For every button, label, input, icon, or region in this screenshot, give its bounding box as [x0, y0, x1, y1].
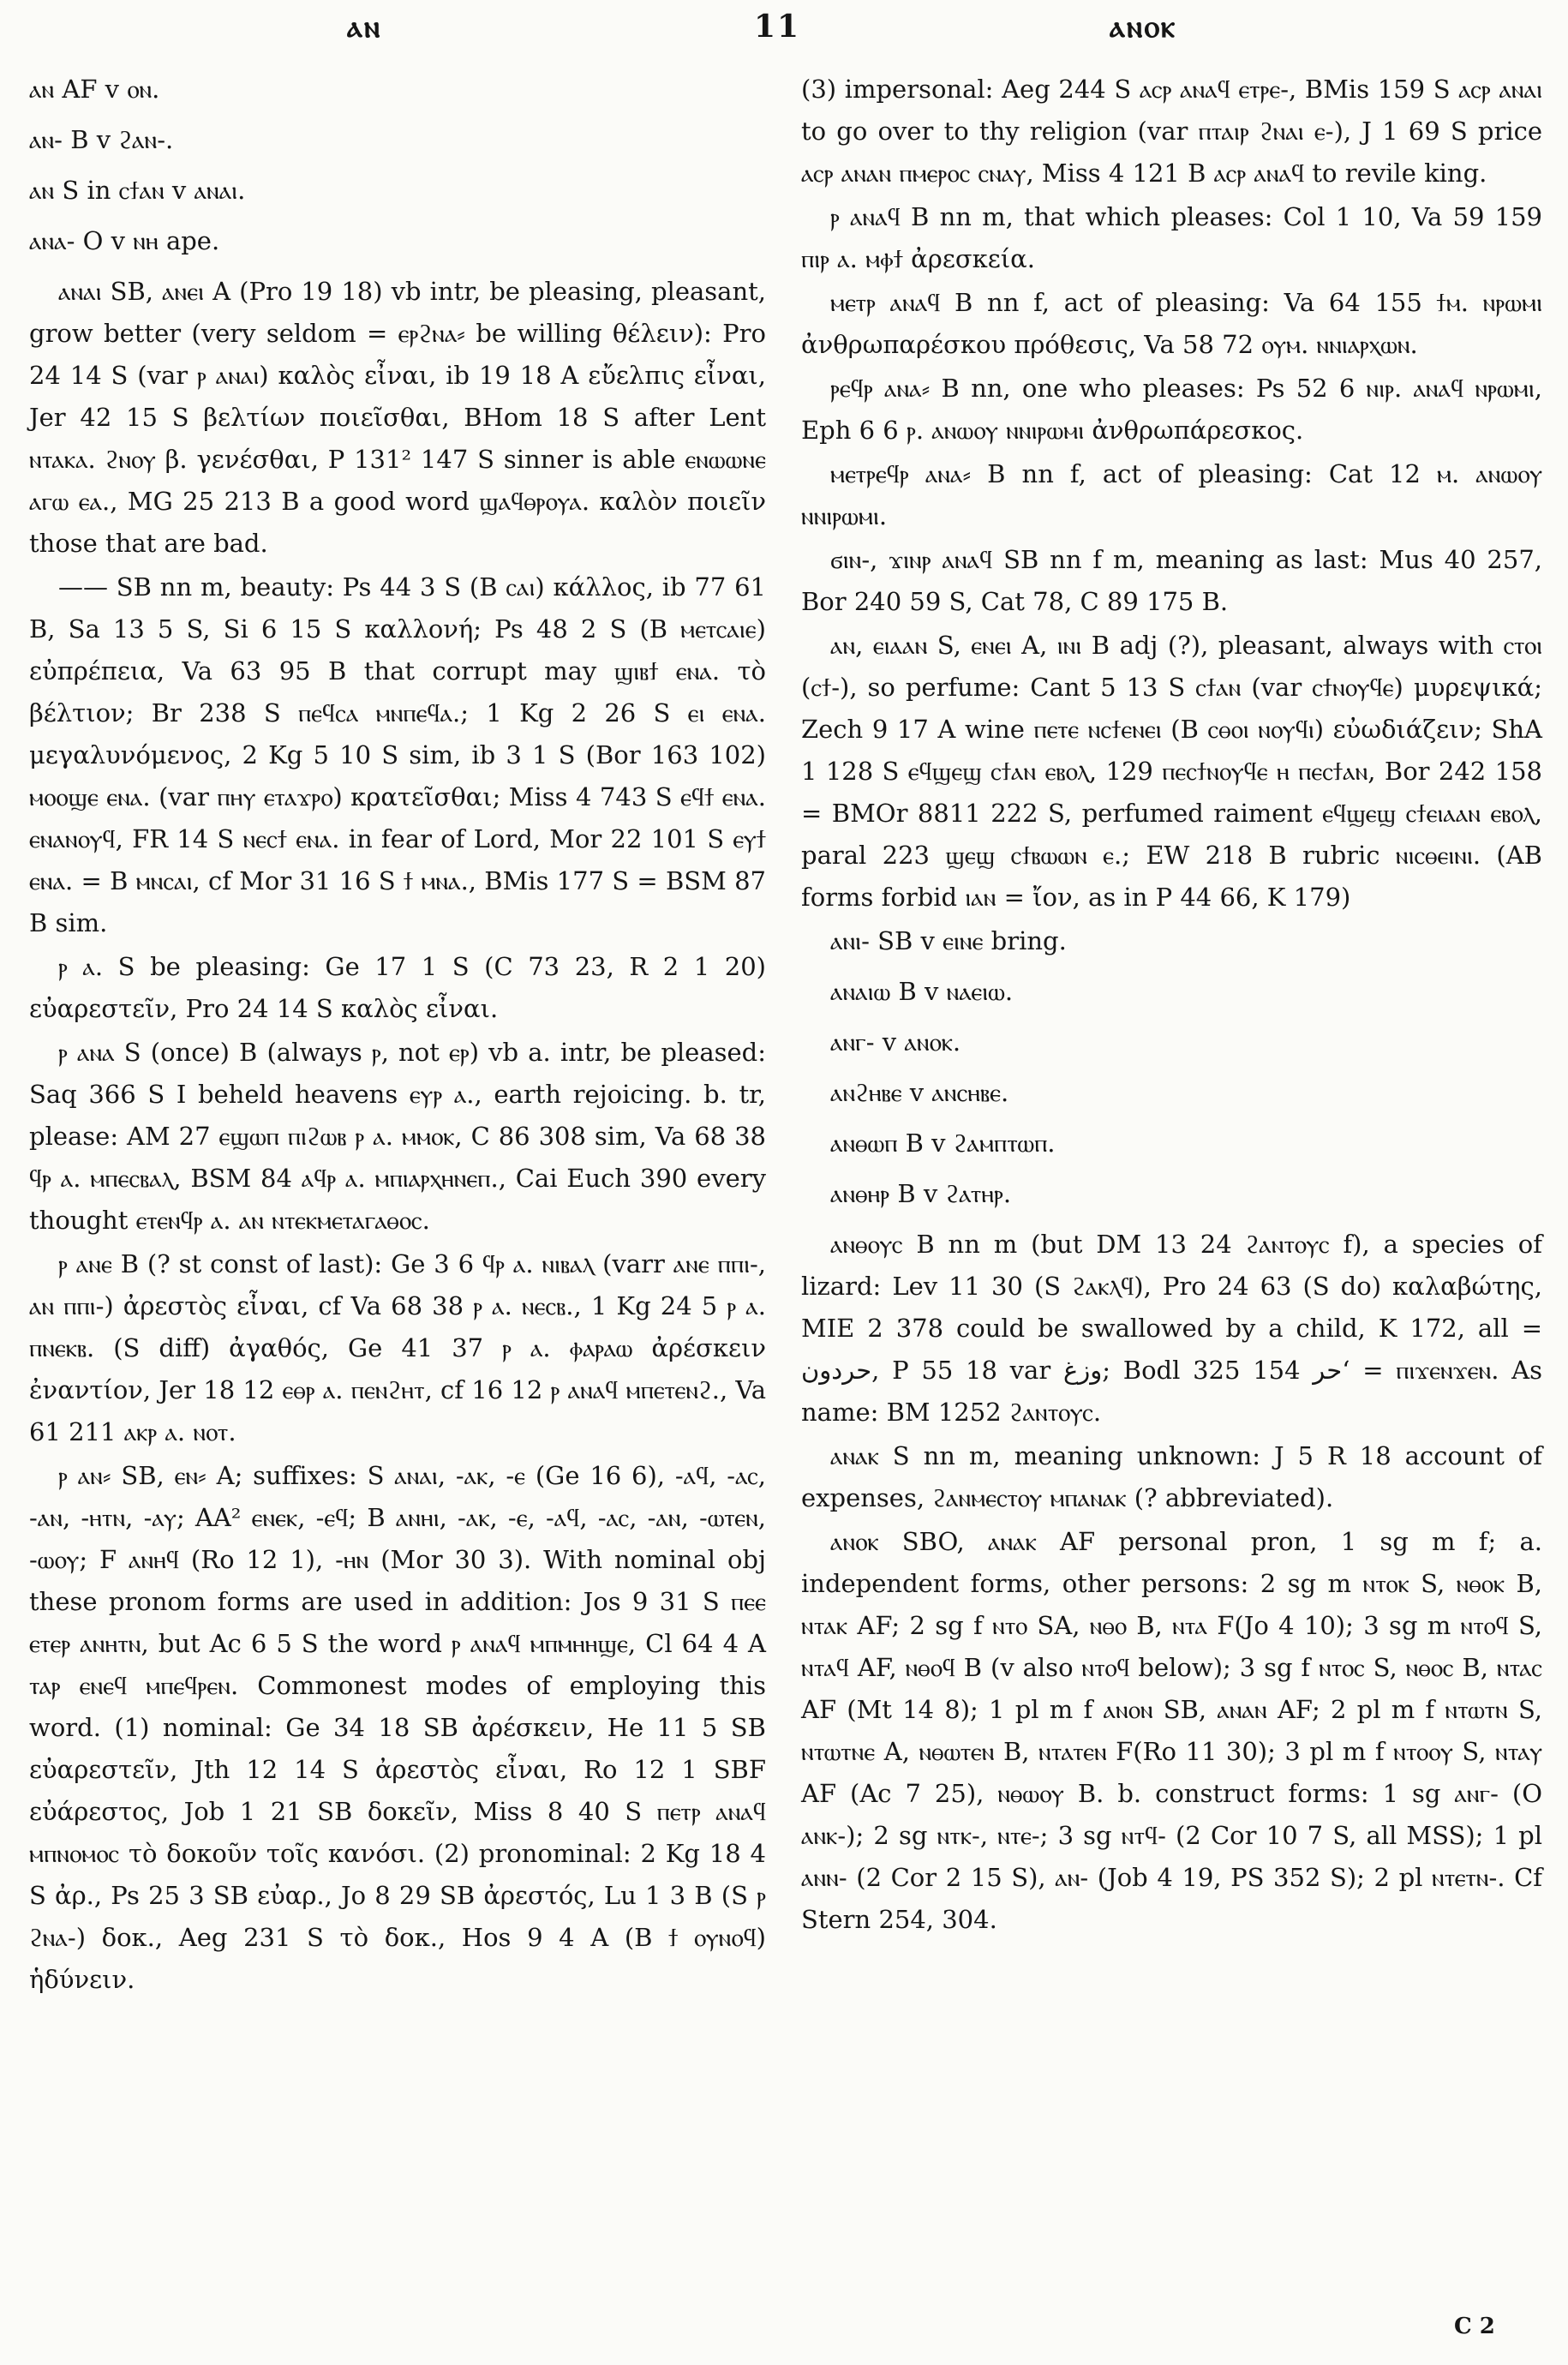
entry-cross-ref: ⲁⲛϩⲏⲃⲉ v ⲁⲛⲥⲏⲃⲉ. — [830, 1078, 1009, 1107]
entry-metr-anaf: ⲙⲉⲧⲣ ⲁⲛⲁϥ B nn f, act of pleasing: Va 64 155 ϯⲙ. ⲛⲣⲱⲙⲓ ἀνθρωπαρέσκου πρόθεσις, Va 58 72 ⲟⲩⲙ. ⲛⲛⲓⲁⲣⲭⲱⲛ. — [801, 288, 1542, 359]
entry-cross-ref: ⲁⲛⲁ- O v ⲛⲏ ape. — [29, 226, 220, 255]
entry-cross-ref: ⲁⲛⲑⲏⲣ B v ϩⲁⲧⲏⲣ. — [830, 1179, 1012, 1208]
entry-r-a: ⲣ ⲁ. S be pleasing: Ge 17 1 S (C 73 23, R 2 1 20) εὐαρεστεῖν, Pro 24 14 S καλὸς εἶναι. — [29, 952, 766, 1023]
entry-cross-ref: ⲁⲛ- B v ϩⲁⲛ-. — [29, 125, 174, 154]
page-number: 11 — [754, 9, 801, 45]
entry-cross-ref: ⲁⲛⲁⲓⲱ B v ⲛⲁⲉⲓⲱ. — [830, 977, 1014, 1006]
entry-ref-r-ana: ⲣⲉϥⲣ ⲁⲛⲁ⸗ B nn, one who pleases: Ps 52 6 ⲛⲓⲣ. ⲁⲛⲁϥ ⲛⲣⲱⲙⲓ, Eph 6 6 ⲣ. ⲁⲛⲱⲟⲩ ⲛⲛⲓⲣⲱⲙⲓ ἀνθρωπάρεσκος. — [801, 374, 1542, 445]
entry-anak: ⲁⲛⲁⲕ S nn m, meaning unknown: J 5 R 18 account of expenses, ϩⲁⲛⲙⲉⲥⲧⲟⲩ ⲙⲡⲁⲛⲁⲕ (? abbreviated). — [801, 1441, 1542, 1512]
entry-anai-noun: —— SB nn m, beauty: Ps 44 3 S (B ⲥⲁⲓ) κάλλος, ib 77 61 B, Sa 13 5 S, Si 6 15 S καλλονή; Ps 48 2 S (B ⲙⲉⲧⲥⲁⲓⲉ) εὐπρέπεια, Va 63 95 B that corrupt may ϣⲓⲃϯ ⲉⲛⲁ. τὸ βέλτιον; Br 238 S ⲡⲉϥⲥⲁ ⲙⲛⲡⲉϥⲁ.; 1 Kg 2 26 S ⲉⲓ ⲉⲛⲁ. μεγαλυνόμενος, 2 Kg 5 10 S sim, ib 3 1 S (Bor 163 102) ⲙⲟⲟϣⲉ ⲉⲛⲁ. (var ⲡⲏⲩ ⲉⲧⲁϫⲣⲟ) κρατεῖσθαι; Miss 4 743 S ⲉϥϯ ⲉⲛⲁ. ⲉⲛⲁⲛⲟⲩϥ, FR 14 S ⲛⲉⲥϯ ⲉⲛⲁ. in fear of Lord, Mor 22 101 S ⲉⲩϯ ⲉⲛⲁ. = B ⲙⲛⲥⲁⲓ, cf Mor 31 16 S ϯ ⲙⲛⲁ., BMis 177 S = BSM 87 B sim. — [29, 572, 766, 937]
entry-r-ana: ⲣ ⲁⲛⲁ S (once) B (always ⲣ, not ⲉⲣ) vb a. intr, be pleased: Saq 366 S I beheld heavens ⲉⲩⲣ ⲁ., earth rejoicing. b. tr, please: AM 27 ⲉϣⲱⲡ ⲡⲓϩⲱⲃ ⲣ ⲁ. ⲙⲙⲟⲕ, C 86 308 sim, Va 68 38 ϥⲣ ⲁ. ⲙⲡⲉⲥⲃⲁⲗ, BSM 84 ⲁϥⲣ ⲁ. ⲙⲡⲓⲁⲣⲭⲏⲛⲉⲡ., Cai Euch 390 every thought ⲉⲧⲉⲛϥⲣ ⲁ. ⲁⲛ ⲛⲧⲉⲕⲙⲉⲧⲁⲅⲁⲑⲟⲥ. — [29, 1038, 766, 1235]
entry-an-adj: ⲁⲛ, ⲉⲓⲁⲁⲛ S, ⲉⲛⲉⲓ A, ⲓⲛⲓ B adj (?), pleasant, always with ⲥⲧⲟⲓ (ⲥϯ-), so perfume: Cant 5 13 S ⲥϯⲁⲛ (var ⲥϯⲛⲟⲩϥⲉ) μυρεψικά; Zech 9 17 A wine ⲡⲉⲧⲉ ⲛⲥϯⲉⲛⲉⲓ (B ⲥⲑⲟⲓ ⲛⲟⲩϥⲓ) εὐωδιάζειν; ShA 1 128 S ⲉϥϣⲉϣ ⲥϯⲁⲛ ⲉⲃⲟⲗ, 129 ⲡⲉⲥϯⲛⲟⲩϥⲉ ⲏ ⲡⲉⲥϯⲁⲛ, Bor 242 158 = BMOr 8811 222 S, perfumed raiment ⲉϥϣⲉϣ ⲥϯⲉⲓⲁⲁⲛ ⲉⲃⲟⲗ, paral 223 ϣⲉϣ ⲥϯⲃⲱⲱⲛ ⲉ.; EW 218 B rubric ⲛⲓⲥⲑⲉⲓⲛⲓ. (AB forms forbid ⲓⲁⲛ = ἴον, as in P 44 66, K 179) — [801, 631, 1542, 912]
running-head-right: ⲁⲛⲟⲕ — [1110, 9, 1177, 45]
entry-r-ane: ⲣ ⲁⲛⲉ B (? st const of last): Ge 3 6 ϥⲣ ⲁ. ⲛⲓⲃⲁⲗ (varr ⲁⲛⲉ ⲡⲡⲓ-, ⲁⲛ ⲡⲡⲓ-) ἀρεστὸς εἶναι, cf Va 68 38 ⲣ ⲁ. ⲛⲉⲥⲃ., 1 Kg 24 5 ⲣ ⲁ. ⲡⲛⲉⲕⲃ. (S diff) ἀγαθός, Ge 41 37 ⲣ ⲁ. ⲫⲁⲣⲁⲱ ἀρέσκειν ἐναντίον, Jer 18 12 ⲉⲑⲣ ⲁ. ⲡⲉⲛϩⲏⲧ, cf 16 12 ⲣ ⲁⲛⲁϥ ⲙⲡⲉⲧⲉⲛϩ., Va 61 211 ⲁⲕⲣ ⲁ. ⲛⲟⲧ. — [29, 1249, 766, 1446]
entry-cross-ref: ⲁⲛ AF v ⲟⲛ. — [29, 75, 160, 104]
entry-anok: ⲁⲛⲟⲕ SBO, ⲁⲛⲁⲕ AF personal pron, 1 sg m f; a. independent forms, other persons: 2 sg m ⲛⲧⲟⲕ S, ⲛⲑⲟⲕ B, ⲛⲧⲁⲕ AF; 2 sg f ⲛⲧⲟ SA, ⲛⲑⲟ B, ⲛⲧⲁ F(Jo 4 10); 3 sg m ⲛⲧⲟϥ S, ⲛⲧⲁϥ AF, ⲛⲑⲟϥ B (v also ⲛⲧⲟϥ below); 3 sg f ⲛⲧⲟⲥ S, ⲛⲑⲟⲥ B, ⲛⲧⲁⲥ AF (Mt 14 8); 1 pl m f ⲁⲛⲟⲛ SB, ⲁⲛⲁⲛ AF; 2 pl m f ⲛⲧⲱⲧⲛ S, ⲛⲧⲱⲧⲛⲉ A, ⲛⲑⲱⲧⲉⲛ B, ⲛⲧⲁⲧⲉⲛ F(Ro 11 30); 3 pl m f ⲛⲧⲟⲟⲩ S, ⲛⲧⲁⲩ AF (Ac 7 25), ⲛⲑⲱⲟⲩ B. b. construct forms: 1 sg ⲁⲛⲅ- (O ⲁⲛⲕ-); 2 sg ⲛⲧⲕ-, ⲛⲧⲉ-; 3 sg ⲛⲧϥ- (2 Cor 10 7 S, all MSS); 1 pl ⲁⲛⲛ- (2 Cor 2 15 S), ⲁⲛ- (Job 4 19, PS 352 S); 2 pl ⲛⲧⲉⲧⲛ-. Cf Stern 254, 304. — [801, 1527, 1542, 1934]
entry-anai: ⲁⲛⲁⲓ SB, ⲁⲛⲉⲓ A (Pro 19 18) vb intr, be pleasing, pleasant, grow better (very seldom = ⲉⲣϩⲛⲁ⸗ be willing θέλειν): Pro 24 14 S (var ⲣ ⲁⲛⲁⲓ) καλὸς εἶναι, ib 19 18 A εὔελπις εἶναι, Jer 42 15 S βελτίων ποιεῖσθαι, BHom 18 S after Lent ⲛⲧⲁⲕⲁ. ϩⲛⲟⲩ β. γενέσθαι, P 131² 147 S sinner is able ⲉⲛⲱⲱⲛⲉ ⲁⲅⲱ ⲉⲁ., MG 25 213 B a good word ϣⲁϥⲑⲣⲟⲩⲁ. καλὸν ποιεῖν those that are bad. — [29, 277, 766, 558]
entry-metref-r-ana: ⲙⲉⲧⲣⲉϥⲣ ⲁⲛⲁ⸗ B nn f, act of pleasing: Cat 12 ⲙ. ⲁⲛⲱⲟⲩ ⲛⲛⲓⲣⲱⲙⲓ. — [801, 459, 1542, 530]
entry-impersonal: (3) impersonal: Aeg 244 S ⲁⲥⲣ ⲁⲛⲁϥ ⲉⲧⲣⲉ-, BMis 159 S ⲁⲥⲣ ⲁⲛⲁⲓ to go over to thy religion (var ⲡⲧⲁⲓⲣ ϩⲛⲁⲓ ⲉ-), J 1 69 S price ⲁⲥⲣ ⲁⲛⲁⲛ ⲡⲙⲉⲣⲟⲥ ⲥⲛⲁⲩ, Miss 4 121 B ⲁⲥⲣ ⲁⲛⲁϥ to revile king. — [801, 75, 1542, 188]
running-head-left: ⲁⲛ — [347, 9, 382, 45]
entry-cross-ref: ⲁⲛⲅ- v ⲁⲛⲟⲕ. — [830, 1027, 961, 1057]
left-column — [29, 69, 766, 2003]
entry-cross-ref: ⲁⲛⲑⲱⲡ B v ϩⲁⲙⲡⲧⲱⲡ. — [830, 1129, 1056, 1158]
entry-cross-ref: ⲁⲛⲓ- SB v ⲉⲓⲛⲉ bring. — [830, 926, 1067, 955]
right-column — [801, 69, 1542, 1943]
entry-cross-ref: ⲁⲛ S in ⲥϯⲁⲛ v ⲁⲛⲁⲓ. — [29, 176, 246, 205]
entry-cin: ϭⲓⲛ-, ϫⲓⲛⲣ ⲁⲛⲁϥ SB nn f m, meaning as last: Mus 40 257, Bor 240 59 S, Cat 78, C 89 175 B. — [801, 545, 1542, 616]
entry-anthous: ⲁⲛⲑⲟⲩⲥ B nn m (but DM 13 24 ϩⲁⲛⲧⲟⲩⲥ f), a species of lizard: Lev 11 30 (S ϩⲁⲕⲗϥ), Pro 24 63 (S do) καλαβώτης, MIE 2 378 could be swallowed by a child, K 172, all = حردون, P 55 18 var وزغ; Bodl 325 154 حر‘ = ⲡⲓϫⲉⲛϫⲉⲛ. As name: BM 1252 ϩⲁⲛⲧⲟⲩⲥ. — [801, 1230, 1542, 1427]
signature-mark: C 2 — [1454, 2314, 1495, 2339]
entry-r-an-suffixes: ⲣ ⲁⲛ⸗ SB, ⲉⲛ⸗ A; suffixes: S ⲁⲛⲁⲓ, -ⲁⲕ, -ⲉ (Ge 16 6), -ⲁϥ, -ⲁⲥ, -ⲁⲛ, -ⲏⲧⲛ, -ⲁⲩ; AA² ⲉⲛⲉⲕ, -ⲉϥ; B ⲁⲛⲏⲓ, -ⲁⲕ, -ⲉ, -ⲁϥ, -ⲁⲥ, -ⲁⲛ, -ⲱⲧⲉⲛ, -ⲱⲟⲩ; F ⲁⲛⲏϥ (Ro 12 1), -ⲏⲛ (Mor 30 3). With nominal obj these pronom forms are used in addition: Jos 9 31 S ⲡⲉⲉ ⲉⲧⲉⲣ ⲁⲛⲏⲧⲛ, but Ac 6 5 S the word ⲣ ⲁⲛⲁϥ ⲙⲡⲙⲏⲏϣⲉ, Cl 64 4 A ⲧⲁⲣ ⲉⲛⲉϥ ⲙⲡⲉϥⲣⲉⲛ. Commonest modes of employing this word. (1) nominal: Ge 34 18 SB ἀρέσκειν, He 11 5 SB εὐαρεστεῖν, Jth 12 14 S ἀρεστὸς εἶναι, Ro 12 1 SBF εὐάρεστος, Job 1 21 SB δοκεῖν, Miss 8 40 S ⲡⲉⲧⲣ ⲁⲛⲁϥ ⲙⲡⲛⲟⲙⲟⲥ τὸ δοκοῦν τοῖς κανόσι. (2) pronominal: 2 Kg 18 4 S ἀρ., Ps 25 3 SB εὐαρ., Jo 8 29 SB ἀρεστός, Lu 1 3 B (S ⲣ ϩⲛⲁ-) δοκ., Aeg 231 S τὸ δοκ., Hos 9 4 A (B ϯ ⲟⲩⲛⲟϥ) ἡδύνειν. — [29, 1461, 766, 1994]
entry-r-anaf: ⲣ ⲁⲛⲁϥ B nn m, that which pleases: Col 1 10, Va 59 159 ⲡⲓⲣ ⲁ. ⲙⲫϯ ἀρεσκεία. — [801, 202, 1542, 273]
